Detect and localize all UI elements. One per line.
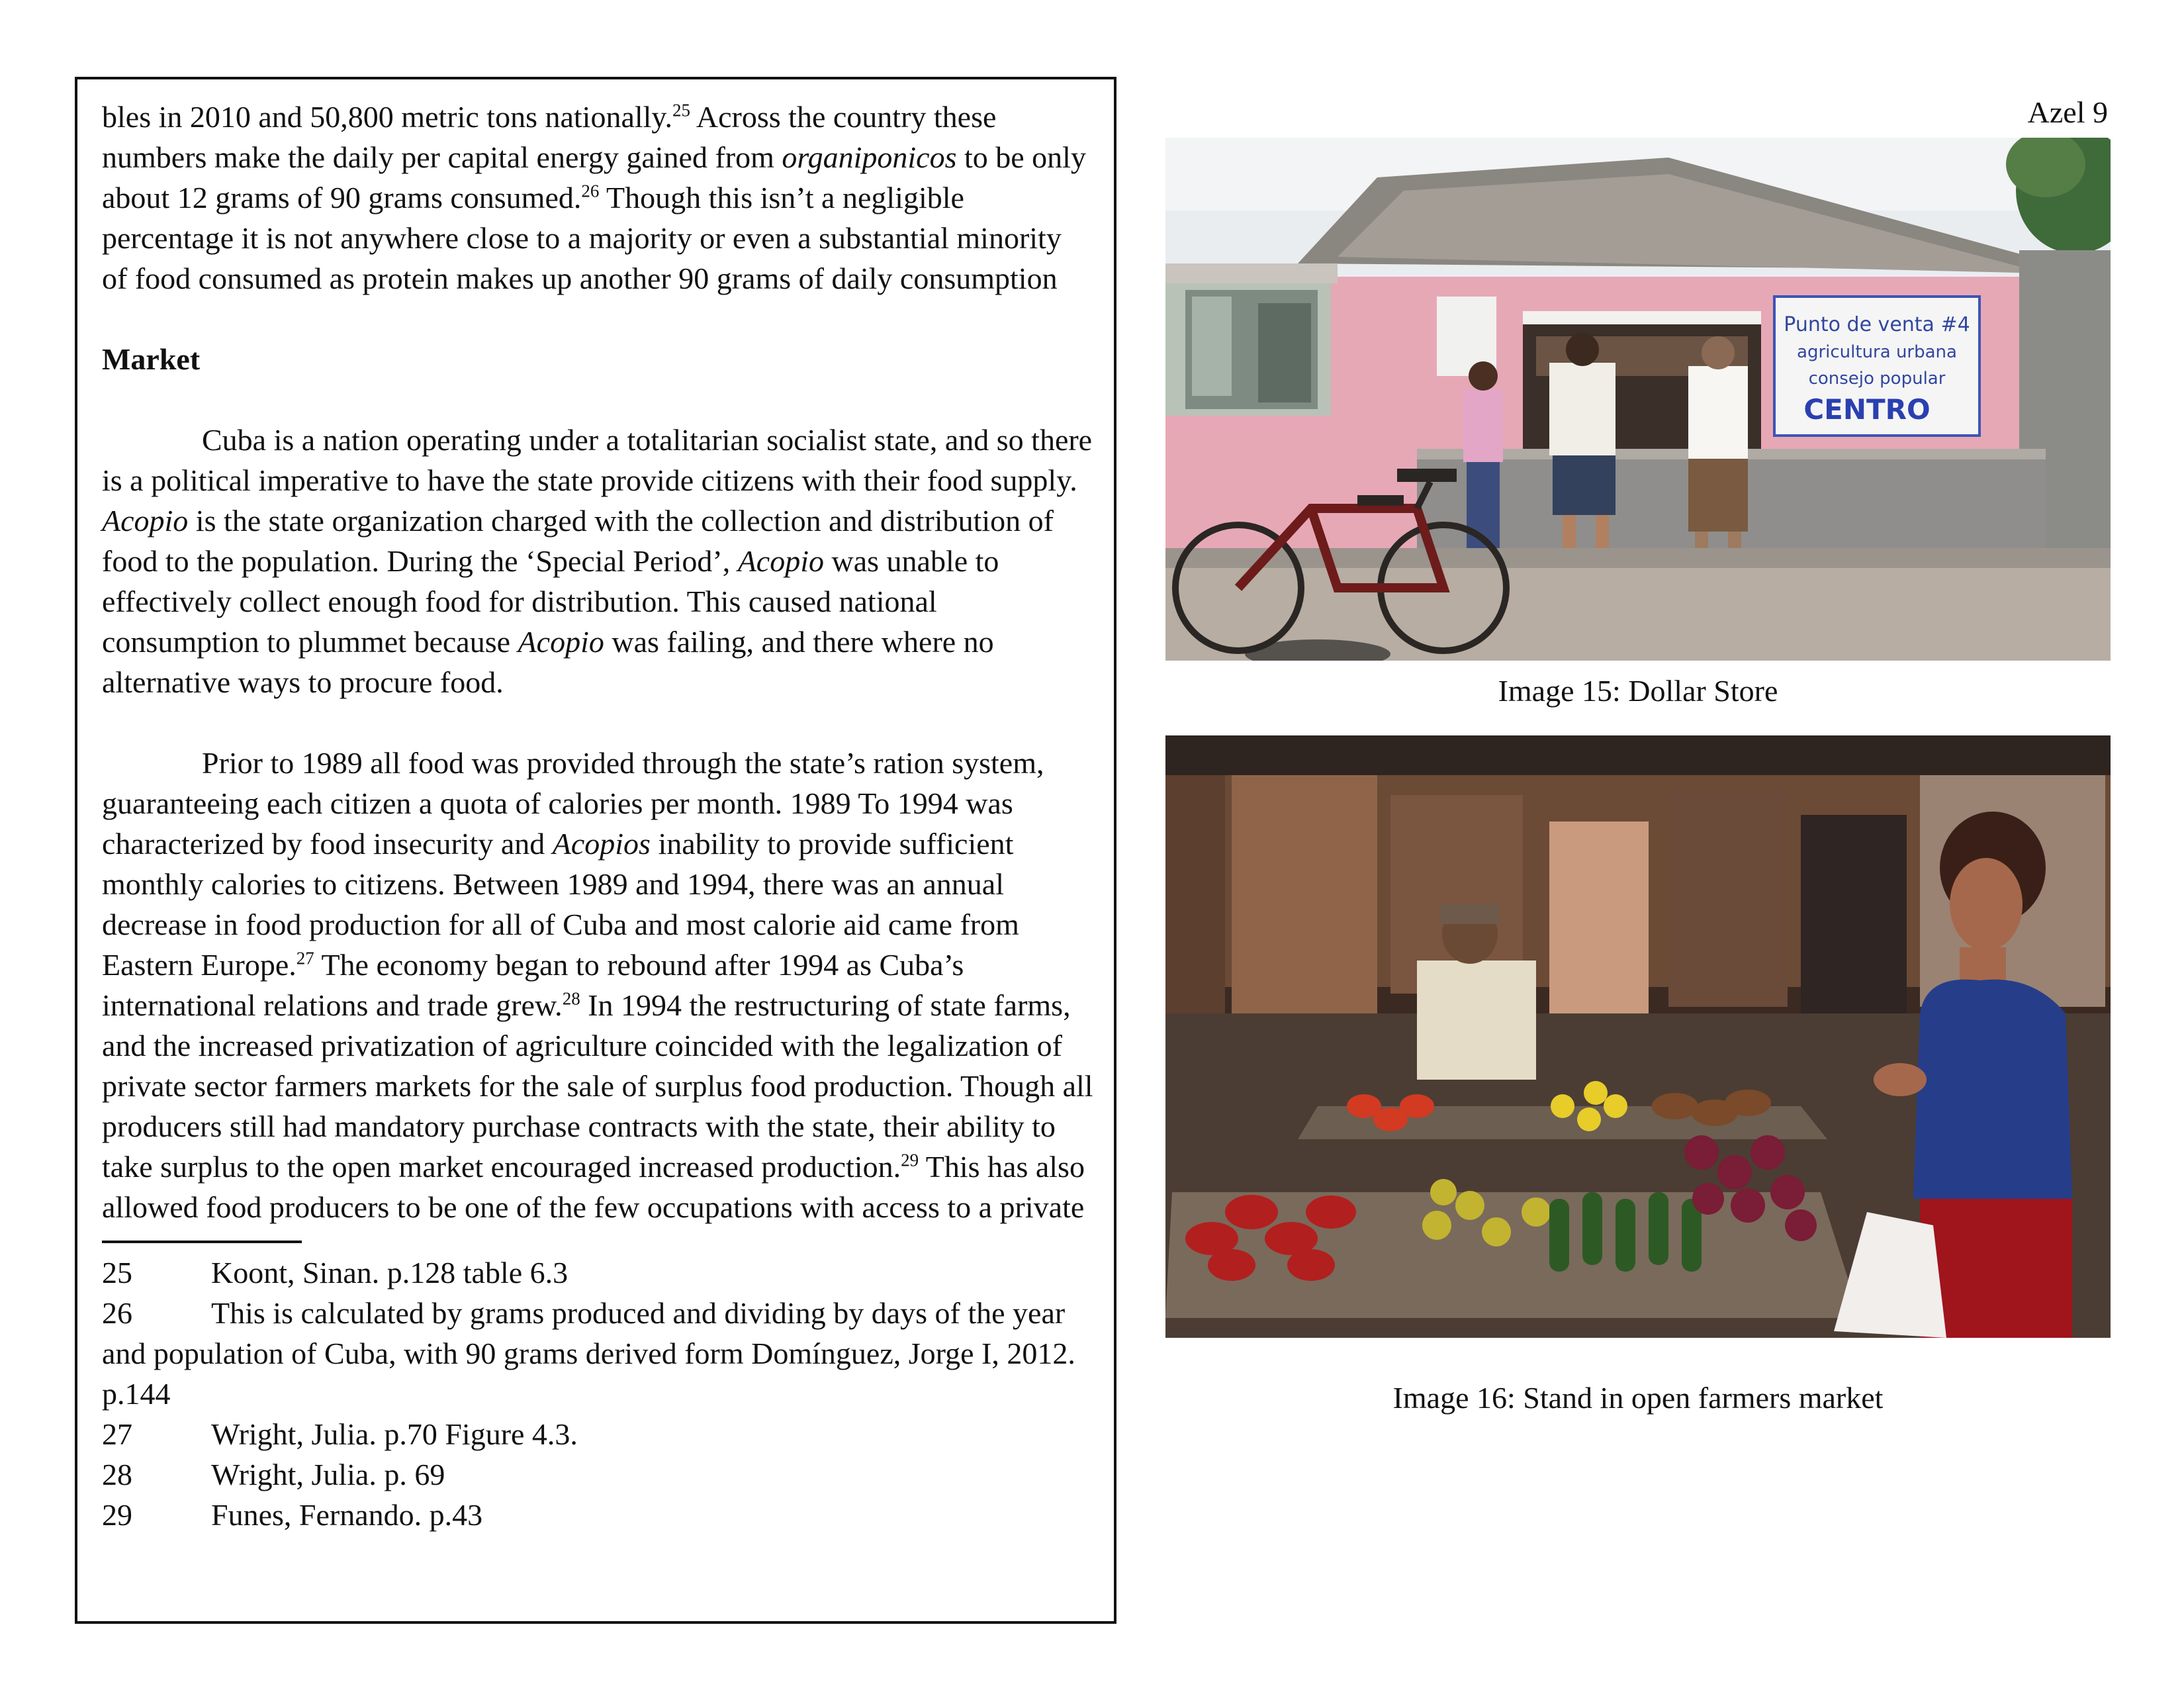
- text-run: is the state organization charged with the collection and distribution of food to the population. During the ‘Special Period’,: [102, 504, 1054, 578]
- text-run: Cuba is a nation operating under a totalitarian socialist state, and so there is a political imperative to have the state provide citizens with their food supply.: [102, 423, 1093, 497]
- footnote-number: 29: [102, 1498, 132, 1532]
- text-run: This has also allowed food producers to be one of the few occupations with access to a private: [102, 1150, 1085, 1224]
- footnote: [102, 1495, 1094, 1535]
- text-run: inability to provide sufficient monthly calories to citizens. Between 1989 and 1994, there was an annual decrease in food production for all of Cuba and most calorie aid came from Eastern Europe.: [102, 827, 1019, 982]
- text-run: was failing, and there where no alternative ways to procure food.: [102, 625, 994, 699]
- emphasis: Acopio: [737, 544, 824, 578]
- page-number: Azel 9: [2027, 95, 2108, 129]
- footnote-ref-26: 26: [581, 181, 600, 201]
- text-run: Though this isn’t a negligible percentage it is not anywhere close to a majority or even a substantial minority of food consumed as protein makes up another 90 grams of daily consumption: [102, 181, 1062, 295]
- sign-text: Punto de venta #4: [1784, 313, 1970, 336]
- footnote-number: 28: [102, 1458, 132, 1491]
- text-run: Prior to 1989 all food was provided through the state’s ration system, guaranteeing each citizen a quota of calories per month. 1989 To 1994 was characterized by food insecurity and: [102, 746, 1044, 861]
- footnote-text: Koont, Sinan. p.128 table 6.3: [211, 1256, 569, 1289]
- footnote: [102, 1293, 1094, 1414]
- text-run: The economy began to rebound after 1994 as Cuba’s international relations and trade grew.: [102, 948, 964, 1022]
- emphasis: Acopio: [102, 504, 189, 538]
- section-heading: Market: [102, 342, 201, 376]
- text-run: bles in 2010 and 50,800 metric tons nationally.: [102, 100, 672, 134]
- footnote-text: Wright, Julia. p.70 Figure 4.3.: [211, 1417, 578, 1451]
- text-run: Across the country these numbers make the daily per capital energy gained from: [102, 100, 997, 174]
- footnote-ref-25: 25: [672, 100, 690, 120]
- main-text-frame: [75, 77, 1116, 1624]
- footnote-separator: [102, 1241, 302, 1243]
- footnote-number: 25: [102, 1256, 132, 1289]
- paragraph-2: [102, 420, 1094, 702]
- footnote-text: Wright, Julia. p. 69: [211, 1458, 445, 1491]
- footnote: [102, 1454, 1094, 1495]
- emphasis: Acopios: [552, 827, 651, 861]
- text-run: In 1994 the restructuring of state farms, and the increased privatization of agriculture coincided with the legalization of private sector farmers markets for the sale of surplus food production. Though all producers still had mandatory purchase contracts with the state, their ability to take surplus to the open market encouraged increased production.: [102, 988, 1093, 1184]
- sign-text: CENTRO: [1803, 393, 1931, 426]
- farmers-market-photo: [1165, 735, 2111, 1338]
- footnote-number: 27: [102, 1417, 132, 1451]
- text-run: was unable to effectively collect enough food for distribution. This caused national consumption to plummet because: [102, 544, 999, 659]
- footnote-text: Funes, Fernando. p.43: [211, 1498, 483, 1532]
- paragraph-3: [102, 743, 1094, 1227]
- footnotes: [102, 1252, 1094, 1535]
- dollar-store-photo: [1165, 138, 2111, 661]
- footnote-text: This is calculated by grams produced and dividing by days of the year and population of Cuba, with 90 grams derived form Domínguez, Jorge I, 2012. p.144: [102, 1296, 1075, 1411]
- text-run: to be only about 12 grams of 90 grams consumed.: [102, 140, 1086, 214]
- sign-text: agricultura urbana: [1797, 342, 1957, 362]
- footnote-ref-29: 29: [901, 1150, 919, 1170]
- footnote-ref-28: 28: [562, 988, 580, 1009]
- footnote: [102, 1414, 1094, 1454]
- image-15-caption: Image 15: Dollar Store: [1498, 674, 1778, 708]
- paragraph-1: [102, 97, 1094, 299]
- footnote-ref-27: 27: [296, 948, 314, 968]
- footnote: [102, 1252, 1094, 1293]
- footnote-number: 26: [102, 1296, 132, 1330]
- sign-text: consejo popular: [1808, 369, 1946, 389]
- emphasis: organiponicos: [782, 140, 957, 174]
- emphasis: Acopio: [518, 625, 604, 659]
- image-16-caption: Image 16: Stand in open farmers market: [1392, 1381, 1884, 1415]
